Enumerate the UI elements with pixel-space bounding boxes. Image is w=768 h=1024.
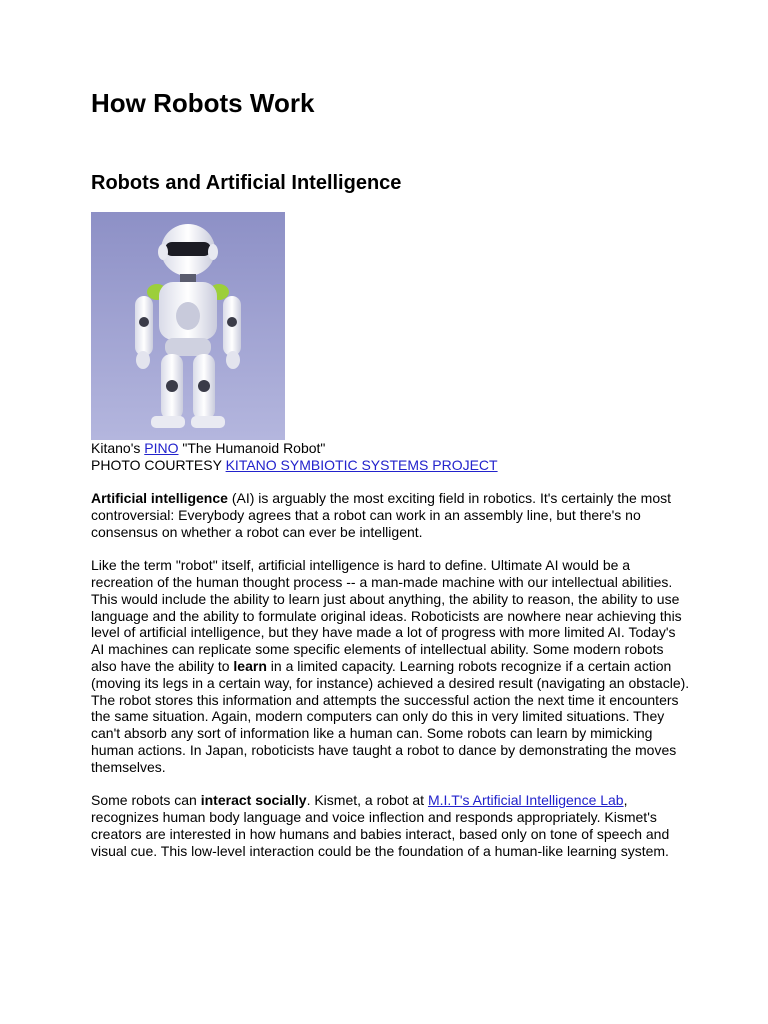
caption-line [91, 440, 498, 457]
photo-caption [91, 440, 498, 473]
paragraph-ai-definition [91, 557, 691, 775]
pino-link[interactable]: PINO [144, 440, 179, 456]
paragraph-text: . Kismet, a robot at [306, 792, 428, 809]
mit-ai-lab-link[interactable]: M.I.T's Artificial Intelligence Lab [427, 792, 624, 809]
paragraph-text: Some robots can [91, 792, 201, 809]
term-artificial-intelligence: Artificial intelligence [91, 490, 228, 506]
paragraph-text: , recognizes human body language and voice inflection and responds appropriately. Kismet's creators are interested in how humans and babies interact, based only on tone of speech and visual cue. This low-level interaction could be the foundation of a human-like learning system. [91, 792, 670, 859]
section-heading: Robots and Artificial Intelligence [91, 172, 402, 194]
paragraph-text: Like the term "robot" itself, artificial intelligence is hard to define. Ultimate AI would be a recreation of the human thought process -- a man-made machine with our intellectual abilities. This would include the ability to learn just about anything, the ability to reason, the ability to use language and the ability to formulate original ideas. Roboticists are nowhere near achieving this level of artificial intelligence, but they have made a lot of progress with more limited AI. Today's AI machines can replicate some specific elements of intellectual ability. Some modern robots also have the ability to [91, 557, 682, 674]
paragraph-social-interaction [91, 792, 691, 859]
humanoid-robot-photo [91, 212, 285, 440]
paragraph-text: in a limited capacity. Learning robots recognize if a certain action (moving its legs in a certain way, for instance) achieved a desired result (navigating an obstacle). The robot stores this information and attempts the successful action the next time it encounters the same situation. Again, modern computers can only do this in very limited situations. They can't absorb any sort of information like a human can. Some robots can learn by mimicking human actions. In Japan, roboticists have taught a robot to dance by demonstrating the moves themselves. [91, 657, 690, 775]
paragraph-text: (AI) is arguably the most exciting field in robotics. It's certainly the most controversial: Everybody agrees that a robot can work in an assembly line, but there's no consensus on whether a robot can ever be intelligent. [91, 490, 672, 540]
courtesy-line [91, 457, 498, 474]
paragraph-ai-intro [91, 490, 691, 540]
courtesy-prefix: PHOTO COURTESY [91, 456, 226, 473]
article-body [91, 490, 691, 876]
robot-illustration [91, 212, 285, 440]
term-interact-socially: interact socially [200, 792, 307, 809]
page-title: How Robots Work [91, 88, 315, 118]
kitano-project-link[interactable]: KITANO SYMBIOTIC SYSTEMS PROJECT [225, 456, 498, 473]
term-learn: learn [233, 657, 267, 674]
caption-suffix: "The Humanoid Robot" [178, 440, 326, 456]
caption-prefix: Kitano's [91, 440, 145, 456]
